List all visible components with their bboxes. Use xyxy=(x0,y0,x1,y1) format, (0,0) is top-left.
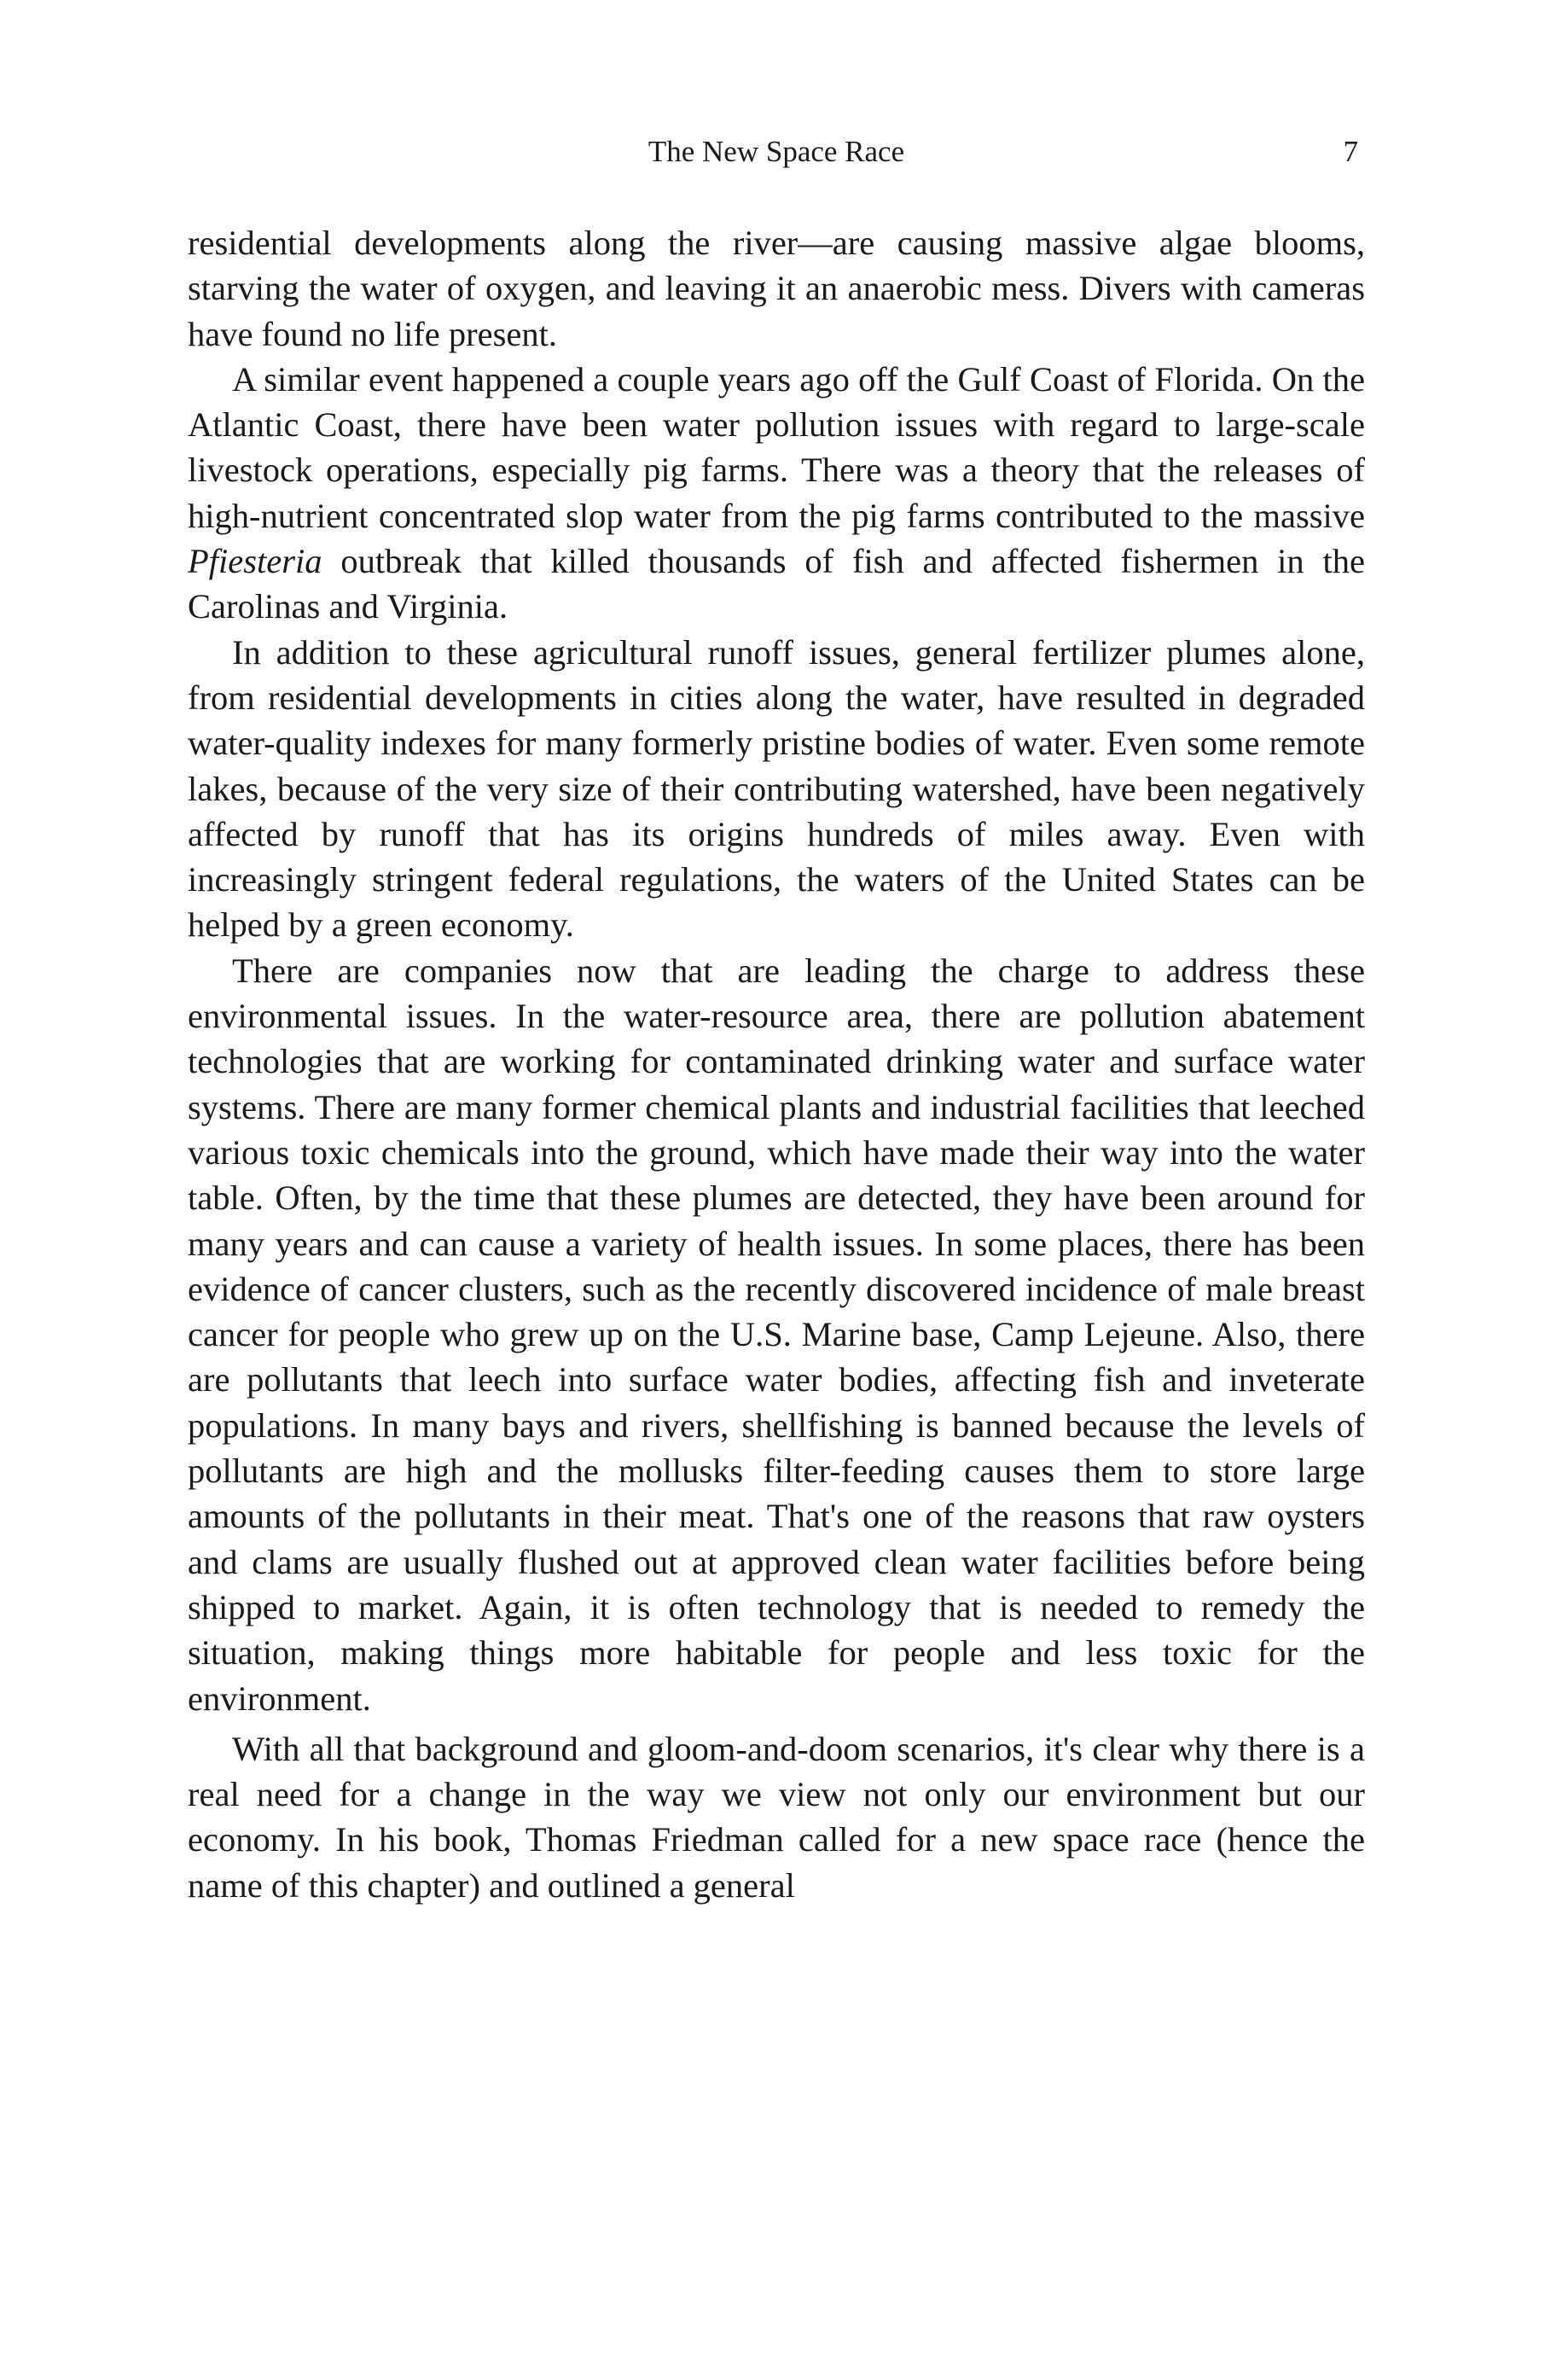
paragraph-5: With all that background and gloom-and-doom scenarios, it's clear why there is a real need for a change in the way we view not only our environment but our economy. In his book, Thomas Friedman called for a new space race (hence the name of this chapter) and outlined a general xyxy=(188,1729,1365,1905)
running-title: The New Space Race xyxy=(648,135,905,168)
paragraph-3: In addition to these agricultural runoff issues, general fertilizer plumes alone, from residential developments in cities along the water, have resulted in degraded water-quality indexes for many formerly pristine bodies of water. Even some remote lakes, because of the very size of their contributing watershed, have been negatively affected by runoff that has its origins hundreds of miles away. Even with increasingly stringent federal regulations, the waters of the United States can be helped by a green economy. xyxy=(188,632,1365,945)
page-number: 7 xyxy=(1343,135,1358,168)
pfiesteria-italic: Pfiesteria xyxy=(188,542,322,581)
paragraph-1: residential developments along the river—are causing massive algae blooms, starving the water of oxygen, and leaving it an anaerobic mess. Divers with cameras have found no life present. xyxy=(188,224,1365,353)
paragraph-2-text-after: outbreak that killed thousands of fish and affected fishermen in the Carolinas and Virginia. xyxy=(188,542,1365,626)
paragraph-4: There are companies now that are leading the charge to address these environmental issues. In the water-resource area, there are pollution abatement technologies that are working for contaminated drinking water and surface water systems. There are many former chemical plants and industrial facilities that leeched various toxic chemicals into the ground, which have made their way into the water table. Often, by the time that these plumes are detected, they have been around for many years and can cause a variety of health issues. In some places, there has been evidence of cancer clusters, such as the recently discovered incidence of male breast cancer for people who grew up on the U.S. Marine base, Camp Lejeune. Also, there are pollutants that leech into surface water bodies, affecting fish and inveterate populations. In many bays and rivers, shellfishing is banned because the levels of pollutants are high and the mollusks filter-feeding causes them to store large amounts of the pollutants in their meat. That's one of the reasons that raw oysters and clams are usually flushed out at approved clean water facilities before being shipped to market. Again, it is often technology that is needed to remedy the situation, making things more habitable for people and less toxic for the environment. xyxy=(188,951,1365,1718)
paragraph-2 xyxy=(188,357,1365,630)
paragraph-2-text-before: A similar event happened a couple years ago off the Gulf Coast of Florida. On the Atlantic Coast, there have been water pollution issues with regard to large-scale livestock operations, especially pig farms. There was a theory that the releases of high-nutrient concentrated slop water from the pig farms contributed to the massive xyxy=(188,359,1365,535)
body-text xyxy=(188,220,1365,1908)
running-head xyxy=(188,135,1365,183)
